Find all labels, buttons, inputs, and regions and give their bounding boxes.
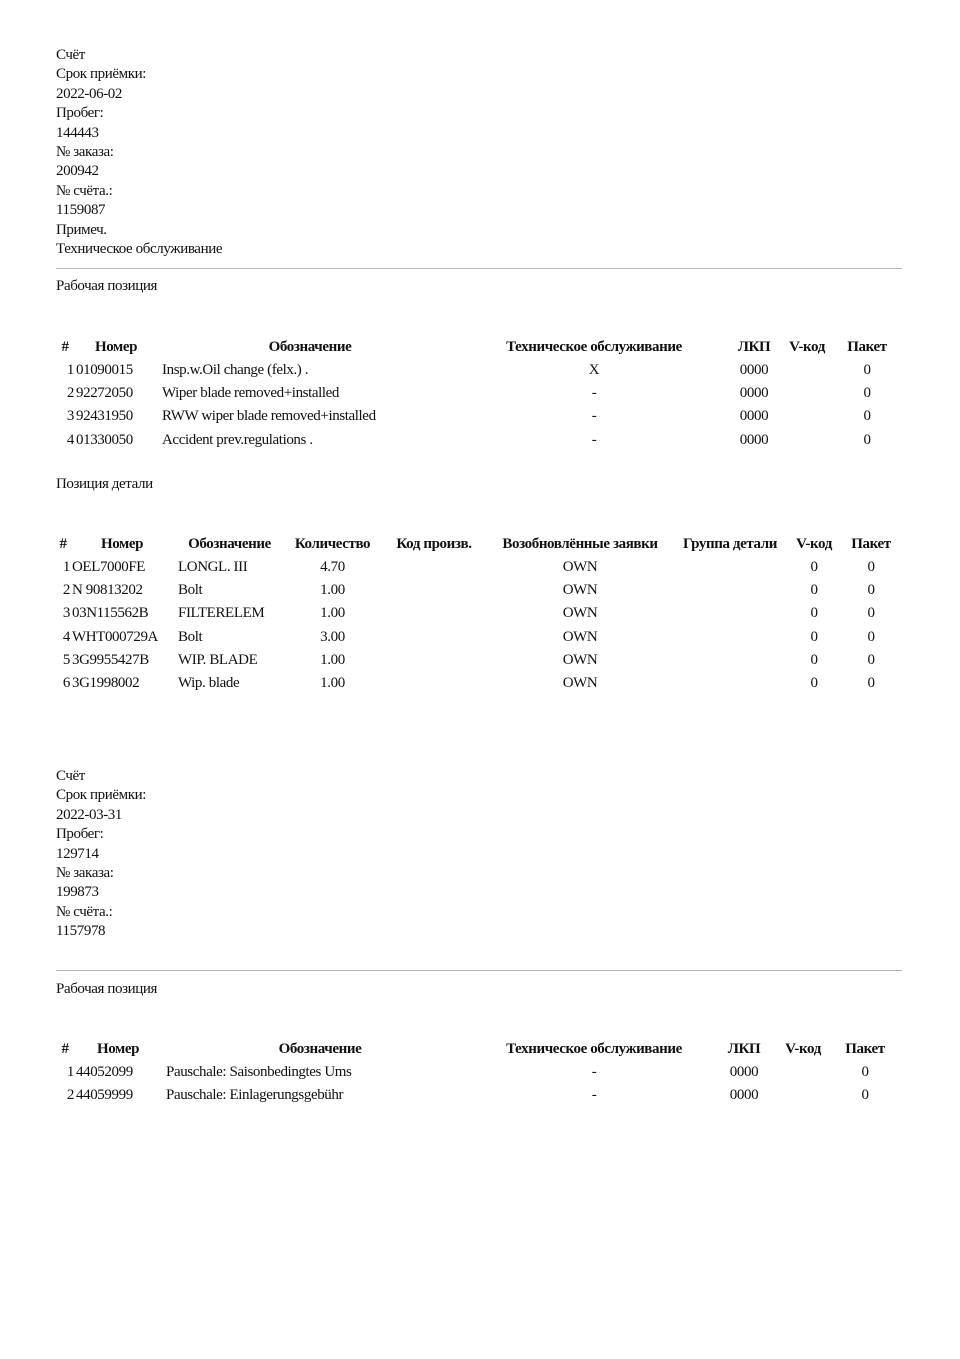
- row-designation: Pauschale: Saisonbedingtes Ums: [166, 1064, 352, 1080]
- col-number: Номер: [96, 1041, 140, 1057]
- row-renewed-requests: OWN: [562, 582, 598, 599]
- row-index: 1: [66, 1064, 74, 1080]
- divider: [56, 268, 902, 269]
- row-v-code: [782, 382, 832, 405]
- note-label: Примеч.: [56, 221, 107, 238]
- row-designation: FILTERELEM: [178, 605, 265, 622]
- table-header-row: [56, 1038, 902, 1061]
- mileage-label: Пробег:: [56, 105, 104, 122]
- row-paint: 0000: [729, 1087, 759, 1104]
- invoice-number-label: № счёта.:: [56, 903, 113, 920]
- row-quantity: 1.00: [320, 651, 345, 668]
- row-paint: 0000: [729, 1064, 759, 1080]
- col-index: #: [61, 1041, 69, 1057]
- col-package: Пакет: [847, 339, 887, 355]
- row-v-code: 0: [810, 582, 818, 599]
- row-v-code: 0: [810, 628, 818, 645]
- col-index: #: [61, 339, 69, 355]
- table-row: [56, 602, 902, 625]
- row-package: 0: [867, 651, 875, 668]
- row-part-group: [672, 626, 788, 649]
- row-package: 0: [867, 628, 875, 645]
- col-number: Номер: [100, 536, 144, 552]
- col-renewed-requests: Возобновлённые заявки: [502, 536, 658, 552]
- row-maintenance: X: [588, 362, 600, 378]
- row-maintenance: -: [591, 1087, 597, 1104]
- mileage-value: 144443: [56, 124, 99, 141]
- row-designation: RWW wiper blade removed+installed: [162, 408, 376, 425]
- table-row: [56, 672, 902, 695]
- col-part-group: Группа детали: [682, 536, 778, 552]
- row-package: 0: [861, 1064, 869, 1080]
- col-maintenance: Техническое обслуживание: [506, 339, 682, 355]
- work-positions-title: Рабочая позиция: [56, 278, 158, 294]
- row-designation: LONGL. III: [178, 559, 248, 575]
- row-number: 44052099: [76, 1064, 133, 1080]
- row-designation: Wiper blade removed+installed: [162, 385, 340, 402]
- row-index: 4: [62, 628, 70, 645]
- col-designation: Обозначение: [188, 536, 271, 552]
- row-index: 2: [66, 385, 74, 402]
- order-number-value: 199873: [56, 884, 99, 901]
- row-renewed-requests: OWN: [562, 651, 598, 668]
- row-maintenance: -: [591, 385, 597, 402]
- row-renewed-requests: OWN: [562, 675, 598, 692]
- row-number: 01330050: [76, 431, 133, 448]
- table-header-row: [56, 336, 902, 359]
- invoice-label: Счёт: [56, 47, 85, 63]
- row-manufacturer-code: [380, 649, 488, 672]
- acceptance-date-label: Срок приёмки:: [56, 66, 147, 83]
- row-part-group: [672, 579, 788, 602]
- row-maintenance: -: [591, 431, 597, 448]
- row-package: 0: [861, 1087, 869, 1104]
- row-part-group: [672, 672, 788, 695]
- row-v-code: 0: [810, 651, 818, 668]
- row-paint: 0000: [739, 431, 769, 448]
- col-v-code: V-код: [796, 536, 832, 552]
- invoice-1-header: [56, 46, 902, 259]
- row-paint: 0000: [739, 362, 769, 378]
- row-renewed-requests: OWN: [562, 628, 598, 645]
- row-package: 0: [863, 362, 871, 378]
- order-number-value: 200942: [56, 163, 99, 180]
- row-package: 0: [867, 675, 875, 692]
- mileage-value: 129714: [56, 845, 99, 862]
- row-number: 44059999: [76, 1087, 133, 1104]
- table-header-row: [56, 533, 902, 556]
- table-row: [56, 359, 902, 382]
- work-positions-table: [56, 336, 902, 452]
- row-designation: Pauschale: Einlagerungsgebühr: [166, 1087, 344, 1104]
- row-v-code: 0: [810, 605, 818, 622]
- col-index: #: [59, 536, 67, 552]
- row-paint: 0000: [739, 385, 769, 402]
- row-number: OEL7000FE: [72, 559, 146, 575]
- row-v-code: [778, 1084, 828, 1107]
- row-designation: Insp.w.Oil change (felx.) .: [162, 362, 309, 378]
- invoice-2-header: [56, 767, 902, 942]
- row-v-code: [782, 405, 832, 428]
- row-index: 3: [66, 408, 74, 425]
- acceptance-date-value: 2022-03-31: [56, 806, 122, 823]
- row-number: 01090015: [76, 362, 133, 378]
- row-package: 0: [863, 408, 871, 425]
- table-row: [56, 1084, 902, 1107]
- invoice-number-label: № счёта.:: [56, 182, 113, 199]
- table-row: [56, 649, 902, 672]
- col-quantity: Количество: [294, 536, 371, 552]
- row-number: WHT000729A: [72, 628, 158, 645]
- row-renewed-requests: OWN: [562, 605, 598, 622]
- row-quantity: 1.00: [320, 582, 345, 599]
- row-index: 5: [62, 651, 70, 668]
- row-number: 3G9955427B: [72, 651, 149, 668]
- row-part-group: [672, 602, 788, 625]
- col-package: Пакет: [845, 1041, 885, 1057]
- col-number: Номер: [94, 339, 138, 355]
- col-designation: Обозначение: [278, 1041, 362, 1057]
- row-manufacturer-code: [380, 579, 488, 602]
- col-v-code: V-код: [789, 339, 825, 355]
- col-manufacturer-code: Код произв.: [396, 536, 472, 552]
- part-positions-table: [56, 533, 902, 695]
- col-paint: ЛКП: [737, 339, 771, 355]
- col-designation: Обозначение: [268, 339, 352, 355]
- work-positions-title: Рабочая позиция: [56, 981, 158, 997]
- row-number: 03N115562B: [72, 605, 149, 622]
- row-package: 0: [863, 385, 871, 402]
- row-package: 0: [867, 582, 875, 599]
- work-positions-table-2: [56, 1038, 902, 1107]
- row-index: 1: [62, 559, 70, 575]
- row-maintenance: -: [591, 1064, 597, 1080]
- row-number: N 90813202: [72, 582, 143, 599]
- row-v-code: [778, 1061, 828, 1084]
- row-quantity: 1.00: [320, 605, 345, 622]
- acceptance-date-label: Срок приёмки:: [56, 787, 147, 804]
- row-index: 2: [66, 1087, 74, 1104]
- row-number: 3G1998002: [72, 675, 140, 692]
- row-designation: Bolt: [178, 628, 203, 645]
- row-package: 0: [867, 605, 875, 622]
- row-part-group: [672, 649, 788, 672]
- invoice-label: Счёт: [56, 768, 85, 784]
- divider: [56, 970, 902, 971]
- row-designation: Wip. blade: [178, 675, 240, 692]
- table-row: [56, 626, 902, 649]
- table-row: [56, 382, 902, 405]
- row-manufacturer-code: [380, 556, 488, 579]
- row-manufacturer-code: [380, 626, 488, 649]
- order-number-label: № заказа:: [56, 143, 114, 160]
- col-v-code: V-код: [785, 1041, 821, 1057]
- row-manufacturer-code: [380, 672, 488, 695]
- table-row: [56, 556, 902, 579]
- row-quantity: 4.70: [320, 559, 345, 575]
- row-v-code: 0: [810, 675, 818, 692]
- table-row: [56, 429, 902, 452]
- row-v-code: [782, 359, 832, 382]
- acceptance-date-value: 2022-06-02: [56, 85, 122, 102]
- row-v-code: [782, 429, 832, 452]
- invoice-number-value: 1157978: [56, 923, 106, 940]
- col-maintenance: Техническое обслуживание: [506, 1041, 682, 1057]
- row-designation: Bolt: [178, 582, 203, 599]
- order-number-label: № заказа:: [56, 864, 114, 881]
- row-index: 3: [62, 605, 70, 622]
- note-value: Техническое обслуживание: [56, 240, 223, 257]
- row-quantity: 1.00: [320, 675, 345, 692]
- row-part-group: [672, 556, 788, 579]
- row-number: 92272050: [76, 385, 133, 402]
- row-maintenance: -: [591, 408, 597, 425]
- row-designation: WIP. BLADE: [178, 651, 258, 668]
- table-row: [56, 1061, 902, 1084]
- row-package: 0: [863, 431, 871, 448]
- invoice-number-value: 1159087: [56, 202, 106, 219]
- part-positions-title: Позиция детали: [56, 476, 153, 492]
- row-number: 92431950: [76, 408, 133, 425]
- mileage-label: Пробег:: [56, 826, 104, 843]
- row-index: 4: [66, 431, 74, 448]
- table-row: [56, 405, 902, 428]
- row-quantity: 3.00: [320, 628, 345, 645]
- row-package: 0: [867, 559, 875, 575]
- col-package: Пакет: [851, 536, 891, 552]
- row-paint: 0000: [739, 408, 769, 425]
- row-index: 2: [62, 582, 70, 599]
- row-renewed-requests: OWN: [562, 559, 598, 575]
- row-index: 1: [66, 362, 74, 378]
- row-index: 6: [62, 675, 70, 692]
- table-row: [56, 579, 902, 602]
- row-designation: Accident prev.regulations .: [162, 431, 313, 448]
- row-manufacturer-code: [380, 602, 488, 625]
- row-v-code: 0: [810, 559, 818, 575]
- col-paint: ЛКП: [727, 1041, 761, 1057]
